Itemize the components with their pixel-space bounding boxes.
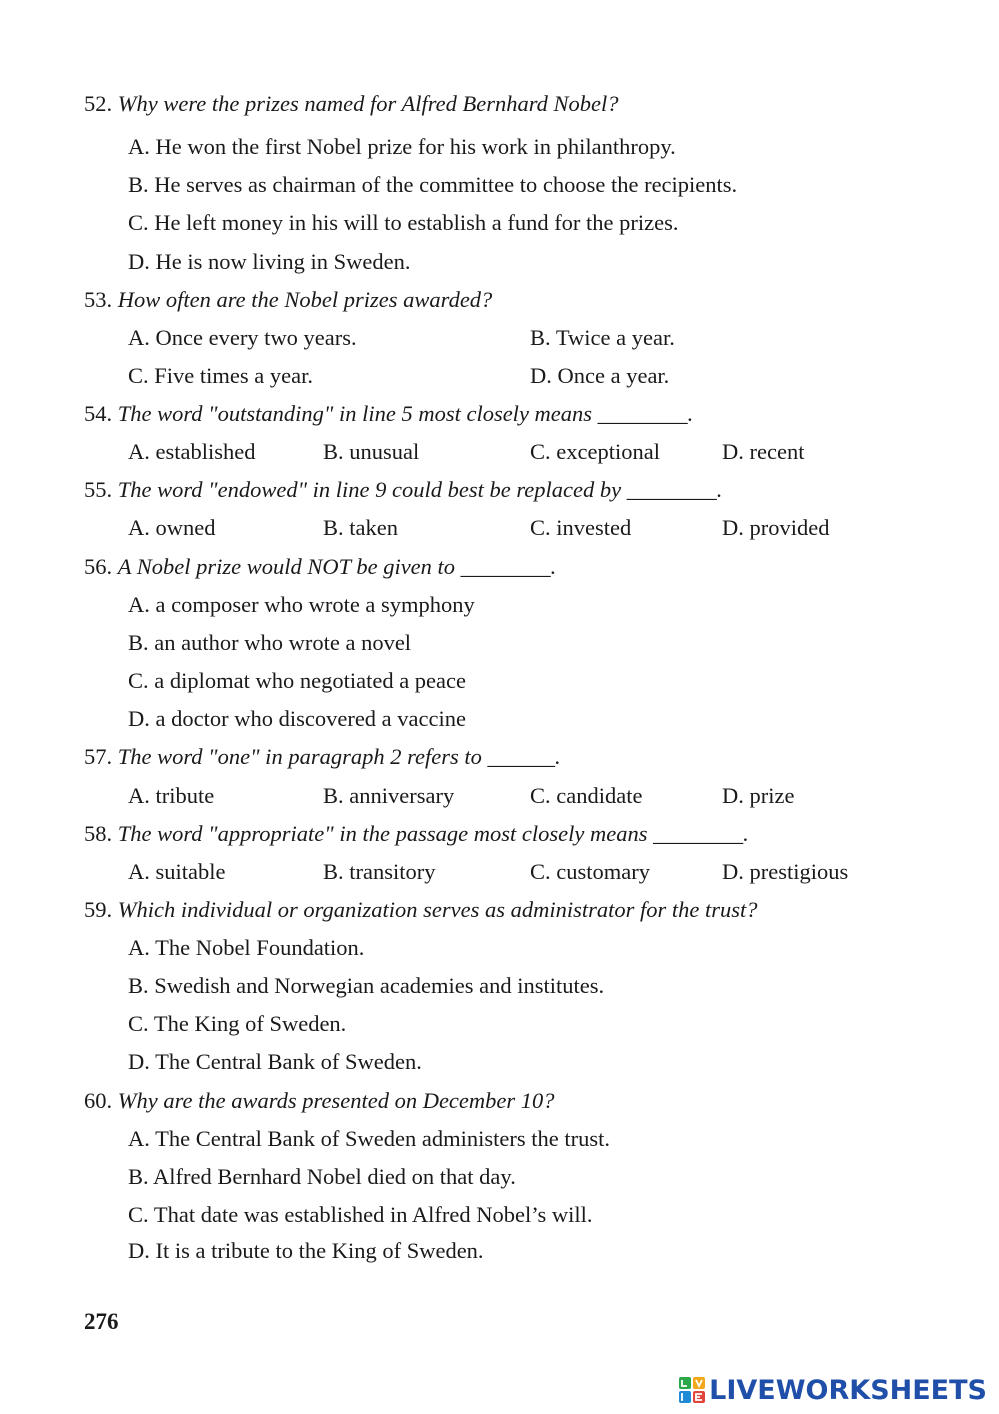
option-59-c[interactable]: C. The King of Sweden. — [128, 1011, 347, 1036]
option-54-d[interactable]: D. recent — [722, 439, 805, 464]
page-number: 276 — [84, 1309, 119, 1334]
option-60-b[interactable]: B. Alfred Bernhard Nobel died on that day. — [128, 1164, 516, 1189]
option-57-a[interactable]: A. tribute — [128, 783, 215, 808]
question-number: 58. — [84, 821, 113, 846]
option-52-d[interactable]: D. He is now living in Sweden. — [128, 249, 411, 274]
liveworksheets-logo-icon — [679, 1377, 705, 1403]
option-52-b[interactable]: B. He serves as chairman of the committee to choose the recipients. — [128, 172, 738, 197]
option-55-c[interactable]: C. invested — [530, 515, 632, 540]
question-57 — [84, 742, 561, 772]
question-number: 56. — [84, 554, 113, 579]
option-60-d[interactable]: D. It is a tribute to the King of Sweden. — [128, 1238, 484, 1263]
question-number: 60. — [84, 1088, 113, 1113]
liveworksheets-watermark — [679, 1373, 987, 1407]
question-59 — [84, 895, 758, 925]
question-52 — [84, 89, 619, 119]
question-54 — [84, 399, 693, 429]
option-60-c[interactable]: C. That date was established in Alfred Nobel’s will. — [128, 1202, 593, 1227]
option-60-a[interactable]: A. The Central Bank of Sweden administers the trust. — [128, 1126, 610, 1151]
option-57-d[interactable]: D. prize — [722, 783, 795, 808]
option-54-c[interactable]: C. exceptional — [530, 439, 660, 464]
option-59-b[interactable]: B. Swedish and Norwegian academies and institutes. — [128, 973, 605, 998]
question-stem: The word "appropriate" in the passage most closely means ________. — [117, 821, 749, 846]
option-58-c[interactable]: C. customary — [530, 859, 650, 884]
option-58-d[interactable]: D. prestigious — [722, 859, 849, 884]
option-58-b[interactable]: B. transitory — [323, 859, 436, 884]
option-53-b[interactable]: B. Twice a year. — [530, 325, 675, 350]
option-56-c[interactable]: C. a diplomat who negotiated a peace — [128, 668, 467, 693]
option-56-d[interactable]: D. a doctor who discovered a vaccine — [128, 706, 466, 731]
option-55-d[interactable]: D. provided — [722, 515, 830, 540]
question-number: 55. — [84, 477, 113, 502]
question-53 — [84, 285, 492, 315]
option-53-c[interactable]: C. Five times a year. — [128, 363, 313, 388]
option-56-b[interactable]: B. an author who wrote a novel — [128, 630, 412, 655]
option-56-a[interactable]: A. a composer who wrote a symphony — [128, 592, 475, 617]
option-52-a[interactable]: A. He won the first Nobel prize for his work in philanthropy. — [128, 134, 676, 159]
question-number: 57. — [84, 744, 113, 769]
question-number: 53. — [84, 287, 113, 312]
question-stem: A Nobel prize would NOT be given to ________. — [117, 554, 557, 579]
option-53-d[interactable]: D. Once a year. — [530, 363, 670, 388]
question-stem: Why were the prizes named for Alfred Bernhard Nobel? — [117, 91, 619, 116]
question-55 — [84, 475, 722, 505]
option-52-c[interactable]: C. He left money in his will to establish a fund for the prizes. — [128, 210, 679, 235]
question-58 — [84, 819, 749, 849]
question-number: 59. — [84, 897, 113, 922]
option-57-c[interactable]: C. candidate — [530, 783, 643, 808]
option-54-a[interactable]: A. established — [128, 439, 256, 464]
question-stem: Which individual or organization serves as administrator for the trust? — [117, 897, 758, 922]
question-stem: The word "one" in paragraph 2 refers to ______. — [117, 744, 561, 769]
question-stem: Why are the awards presented on December 10? — [117, 1088, 555, 1113]
question-stem: How often are the Nobel prizes awarded? — [117, 287, 493, 312]
question-number: 54. — [84, 401, 113, 426]
option-55-a[interactable]: A. owned — [128, 515, 216, 540]
option-58-a[interactable]: A. suitable — [128, 859, 226, 884]
watermark-text: LIVEWORKSHEETS — [709, 1374, 987, 1406]
question-stem: The word "outstanding" in line 5 most closely means ________. — [117, 401, 694, 426]
option-59-d[interactable]: D. The Central Bank of Sweden. — [128, 1049, 422, 1074]
question-number: 52. — [84, 91, 113, 116]
question-56 — [84, 552, 556, 582]
question-60 — [84, 1086, 555, 1116]
option-59-a[interactable]: A. The Nobel Foundation. — [128, 935, 365, 960]
option-55-b[interactable]: B. taken — [323, 515, 398, 540]
option-57-b[interactable]: B. anniversary — [323, 783, 455, 808]
option-54-b[interactable]: B. unusual — [323, 439, 420, 464]
question-stem: The word "endowed" in line 9 could best be replaced by ________. — [117, 477, 723, 502]
option-53-a[interactable]: A. Once every two years. — [128, 325, 357, 350]
